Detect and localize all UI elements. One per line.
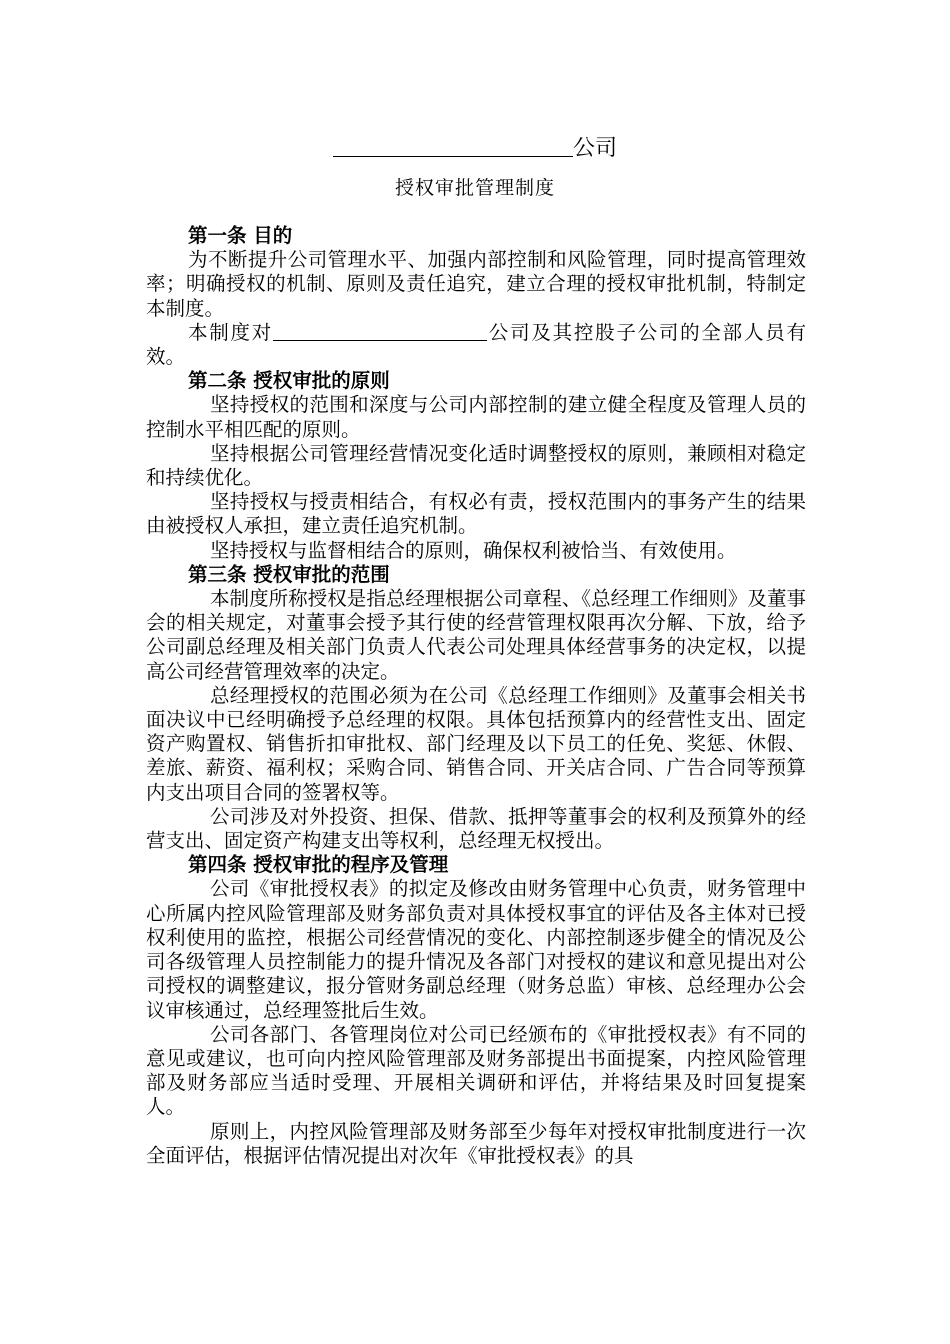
article-4-paragraph: 原则上，内控风险管理部及财务部至少每年对授权审批制度进行一次全面评估，根据评估情况提出对次年《审批授权表》的具: [146, 1119, 806, 1167]
article-4-paragraph: 公司《审批授权表》的拟定及修改由财务管理中心负责，财务管理中心所属内控风险管理部及财务部负责对具体授权事宜的评估及各主体对已授权利使用的监控，根据公司经营情况的变化、内部控制逐步健全的情况及公司各级管理人员控制能力的提升情况及各部门对授权的建议和意见提出对公司授权的调整建议，报分管财务副总经理（财务总监）审核、总经理办公会议审核通过，总经理签批后生效。: [146, 877, 806, 1022]
article-3-heading: 第三条 授权审批的范围: [188, 562, 390, 586]
document-body: [146, 224, 806, 1168]
article-3-paragraph: 本制度所称授权是指总经理根据公司章程、《总经理工作细则》及董事会的相关规定，对董事会授予其行使的经营管理权限再次分解、下放，给予公司副总经理及相关部门负责人代表公司处理具体经营事务的决定权，以提高公司经营管理效率的决定。: [146, 587, 806, 683]
article-3-paragraph: 公司涉及对外投资、担保、借款、抵押等董事会的权利及预算外的经营支出、固定资产构建支出等权利，总经理无权授出。: [146, 804, 806, 853]
scope-company-blank: [273, 322, 487, 341]
article-2-paragraph: 坚持授权与授责相结合，有权必有责，授权范围内的事务产生的结果由被授权人承担，建立责任追究机制。: [146, 490, 806, 538]
article-4-paragraph: 公司各部门、各管理岗位对公司已经颁布的《审批授权表》有不同的意见或建议，也可向内控风险管理部及财务部提出书面提案，内控风险管理部及财务部应当适时受理、开展相关调研和评估，并将结果及时回复提案人。: [146, 1022, 806, 1119]
company-suffix: 公司: [572, 136, 617, 161]
article-1-scope-paragraph: [146, 321, 806, 369]
article-2-paragraph: 坚持授权的范围和深度与公司内部控制的建立健全程度及管理人员的控制水平相匹配的原则。: [146, 393, 806, 441]
article-2-paragraph: 坚持根据公司管理经营情况变化适时调整授权的原则，兼顾相对稳定 和持续优化。: [146, 441, 806, 490]
scope-prefix: 本制度对: [188, 320, 274, 344]
company-name-blank: [333, 134, 573, 157]
article-2-paragraph: 坚持授权与监督相结合的原则，确保权利被恰当、有效使用。: [210, 538, 737, 562]
article-3-paragraph: 总经理授权的范围必须为在公司《总经理工作细则》及董事会相关书面决议中已经明确授予总经理的权限。具体包括预算内的经营性支出、固定资产购置权、销售折扣审批权、部门经理及以下员工的任免、奖惩、休假、差旅、薪资、福利权；采购合同、销售合同、开关店合同、广告合同等预算内支出项目合同的签署权等。: [146, 683, 806, 804]
scope-suffix: 公司及其控股子公司的全部人员有效。: [146, 320, 806, 369]
document-title: 授权审批管理制度: [394, 177, 555, 199]
article-1-heading: 第一条 目的: [188, 224, 293, 247]
article-4-heading: 第四条 授权审批的程序及管理: [188, 853, 449, 877]
company-name-line: [0, 134, 950, 164]
article-2-heading: 第二条 授权审批的原则: [188, 369, 390, 393]
article-1-paragraph: 为不断提升公司管理水平、加强内部控制和风险管理，同时提高管理效率；明确授权的机制、原则及责任追究，建立合理的授权审批机制，特制定本制度。: [146, 248, 806, 320]
